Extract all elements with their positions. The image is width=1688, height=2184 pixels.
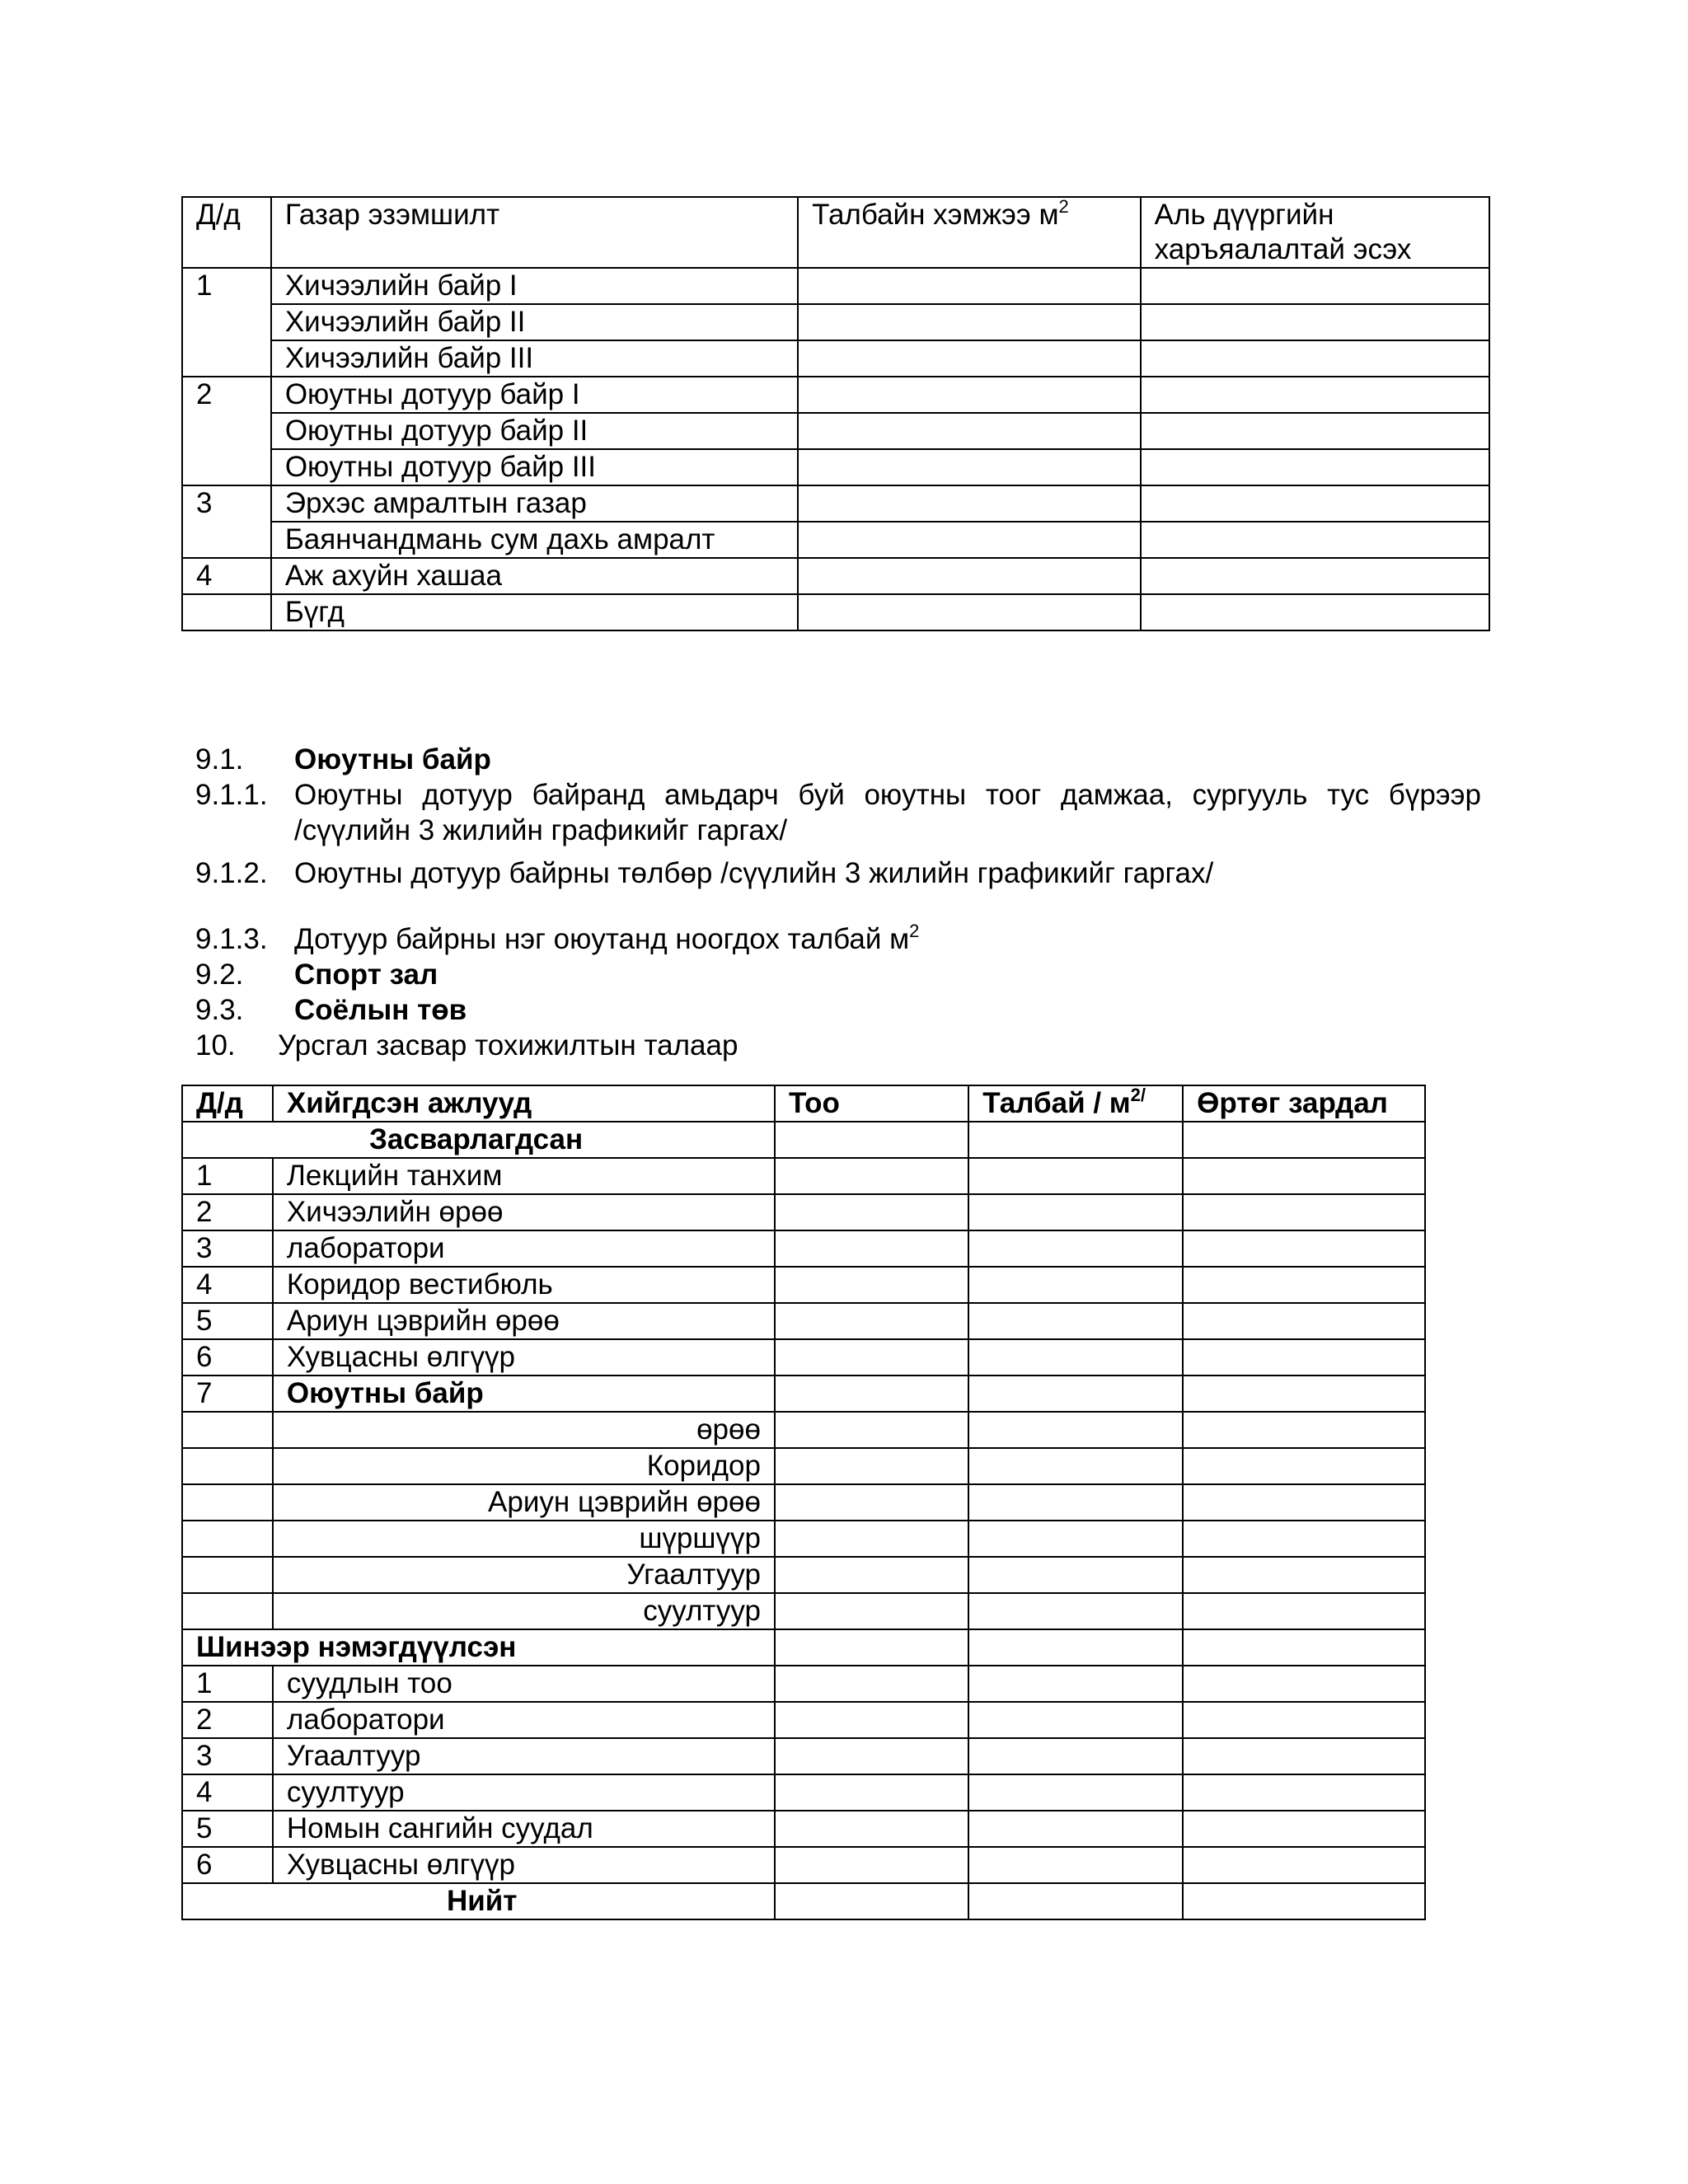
row-name: Хувцасны өлгүүр [273,1339,775,1376]
section-10: 10. Урсгал засвар тохижилтын талаар [195,1029,738,1062]
table-row [182,1774,1425,1811]
row-name: суудлын тоо [273,1666,775,1702]
row-name: Номын сангийн суудал [273,1811,775,1847]
subrow-name: Ариун цэврийн өрөө [273,1484,775,1521]
table-row [182,1376,1425,1412]
section-9-3: 9.3. Соёлын төв [195,994,467,1026]
repair-works-table [181,1085,1426,1920]
row-number: 4 [182,558,271,594]
row-name: Хичээлийн өрөө [273,1194,775,1230]
table-row [182,1194,1425,1230]
table-row [182,1847,1425,1883]
table-row [182,1303,1425,1339]
header-land-ownership: Газар эзэмшилт [271,197,798,268]
row-number: 3 [182,1230,273,1267]
row-number: 2 [182,1194,273,1230]
row-number: 1 [182,268,271,377]
row-name: Угаалтуур [273,1738,775,1774]
row-name: Лекцийн танхим [273,1158,775,1194]
table-subrow [182,1521,1425,1557]
subrow-name: суултуур [273,1593,775,1629]
table-row [182,1158,1425,1194]
table-subrow [182,1557,1425,1593]
row-number: 6 [182,1339,273,1376]
row-name: Эрхэс амралтын газар [271,485,798,522]
table-subrow [182,1484,1425,1521]
row-name: Хувцасны өлгүүр [273,1847,775,1883]
header-cost: Өртөг зардал [1183,1085,1425,1122]
group-label: Шинээр нэмэгдүүлсэн [182,1629,775,1666]
row-number: 4 [182,1267,273,1303]
table-row [182,449,1489,485]
row-name: Оюутны дотуур байр III [271,449,798,485]
section-9-2: 9.2. Спорт зал [195,958,438,991]
header-district: Аль дүүргийн харъяалалтай эсэх [1141,197,1489,268]
section-9-1-2: 9.1.2. Оюутны дотуур байрны төлбөр /сүүлийн 3 жилийн графикийг гаргах/ [195,857,1214,889]
row-number: 2 [182,1702,273,1738]
row-name: Бүгд [271,594,798,630]
row-name: Хичээлийн байр II [271,304,798,340]
subrow-name: шүршүүр [273,1521,775,1557]
table-header-row [182,197,1489,268]
header-no: Д/д [182,1085,273,1122]
table-row [182,413,1489,449]
header-area: Талбай / $м^{2/}$ [968,1085,1183,1122]
row-name: Оюутны байр [273,1376,775,1412]
row-name: Оюутны дотуур байр II [271,413,798,449]
table-row [182,304,1489,340]
row-number: 1 [182,1666,273,1702]
section-9-1-3: 9.1.3. Дотуур байрны нэг оюутанд ноогдох талбай $м^2$ [195,921,920,955]
group-row-repaired [182,1122,1425,1158]
table-subrow [182,1412,1425,1448]
table-row [182,1339,1425,1376]
subrow-name: өрөө [273,1412,775,1448]
table-row [182,1230,1425,1267]
row-number: 6 [182,1847,273,1883]
row-number: 3 [182,1738,273,1774]
table-row [182,268,1489,304]
row-name: суултуур [273,1774,775,1811]
header-count: Тоо [775,1085,968,1122]
section-9-1: 9.1. Оюутны байр [195,743,491,776]
table-row [182,340,1489,377]
table-row-total [182,594,1489,630]
table-header-row [182,1085,1425,1122]
row-name: Хичээлийн байр I [271,268,798,304]
row-number: 5 [182,1303,273,1339]
table-row [182,522,1489,558]
row-name: лаборатори [273,1702,775,1738]
row-name: лаборатори [273,1230,775,1267]
table-row [182,485,1489,522]
row-number: 4 [182,1774,273,1811]
row-name: Баянчандмань сум дахь амралт [271,522,798,558]
row-number: 7 [182,1376,273,1412]
header-no: Д/д [182,197,271,268]
row-name: Ариун цэврийн өрөө [273,1303,775,1339]
table-row [182,1738,1425,1774]
table-row [182,1811,1425,1847]
table-row [182,1702,1425,1738]
row-name: Аж ахуйн хашаа [271,558,798,594]
table-subrow [182,1593,1425,1629]
land-ownership-table [181,196,1490,631]
total-label: Нийт [182,1883,775,1919]
row-name: Коридор вестибюль [273,1267,775,1303]
row-name: Оюутны дотуур байр I [271,377,798,413]
table-row [182,1666,1425,1702]
header-area-size: Талбайн хэмжээ $м^2$ [798,197,1140,268]
group-row-newly-added [182,1629,1425,1666]
table-row [182,558,1489,594]
table-row-total [182,1883,1425,1919]
row-number: 3 [182,485,271,558]
group-label: Засварлагдсан [182,1122,775,1158]
section-9-1-1: 9.1.1. Оюутны дотуур байранд амьдарч буй оюутны тоог дамжаа, сургууль тус бүрээр /сүүлийн 3 жилийн графикийг гаргах/ [195,779,1481,846]
subrow-name: Коридор [273,1448,775,1484]
subrow-name: Угаалтуур [273,1557,775,1593]
row-number: 2 [182,377,271,485]
row-number: 5 [182,1811,273,1847]
table-row [182,377,1489,413]
row-name: Хичээлийн байр III [271,340,798,377]
header-works-done: Хийгдсэн ажлууд [273,1085,775,1122]
table-row [182,1267,1425,1303]
row-number: 1 [182,1158,273,1194]
table-subrow [182,1448,1425,1484]
row-number [182,594,271,630]
